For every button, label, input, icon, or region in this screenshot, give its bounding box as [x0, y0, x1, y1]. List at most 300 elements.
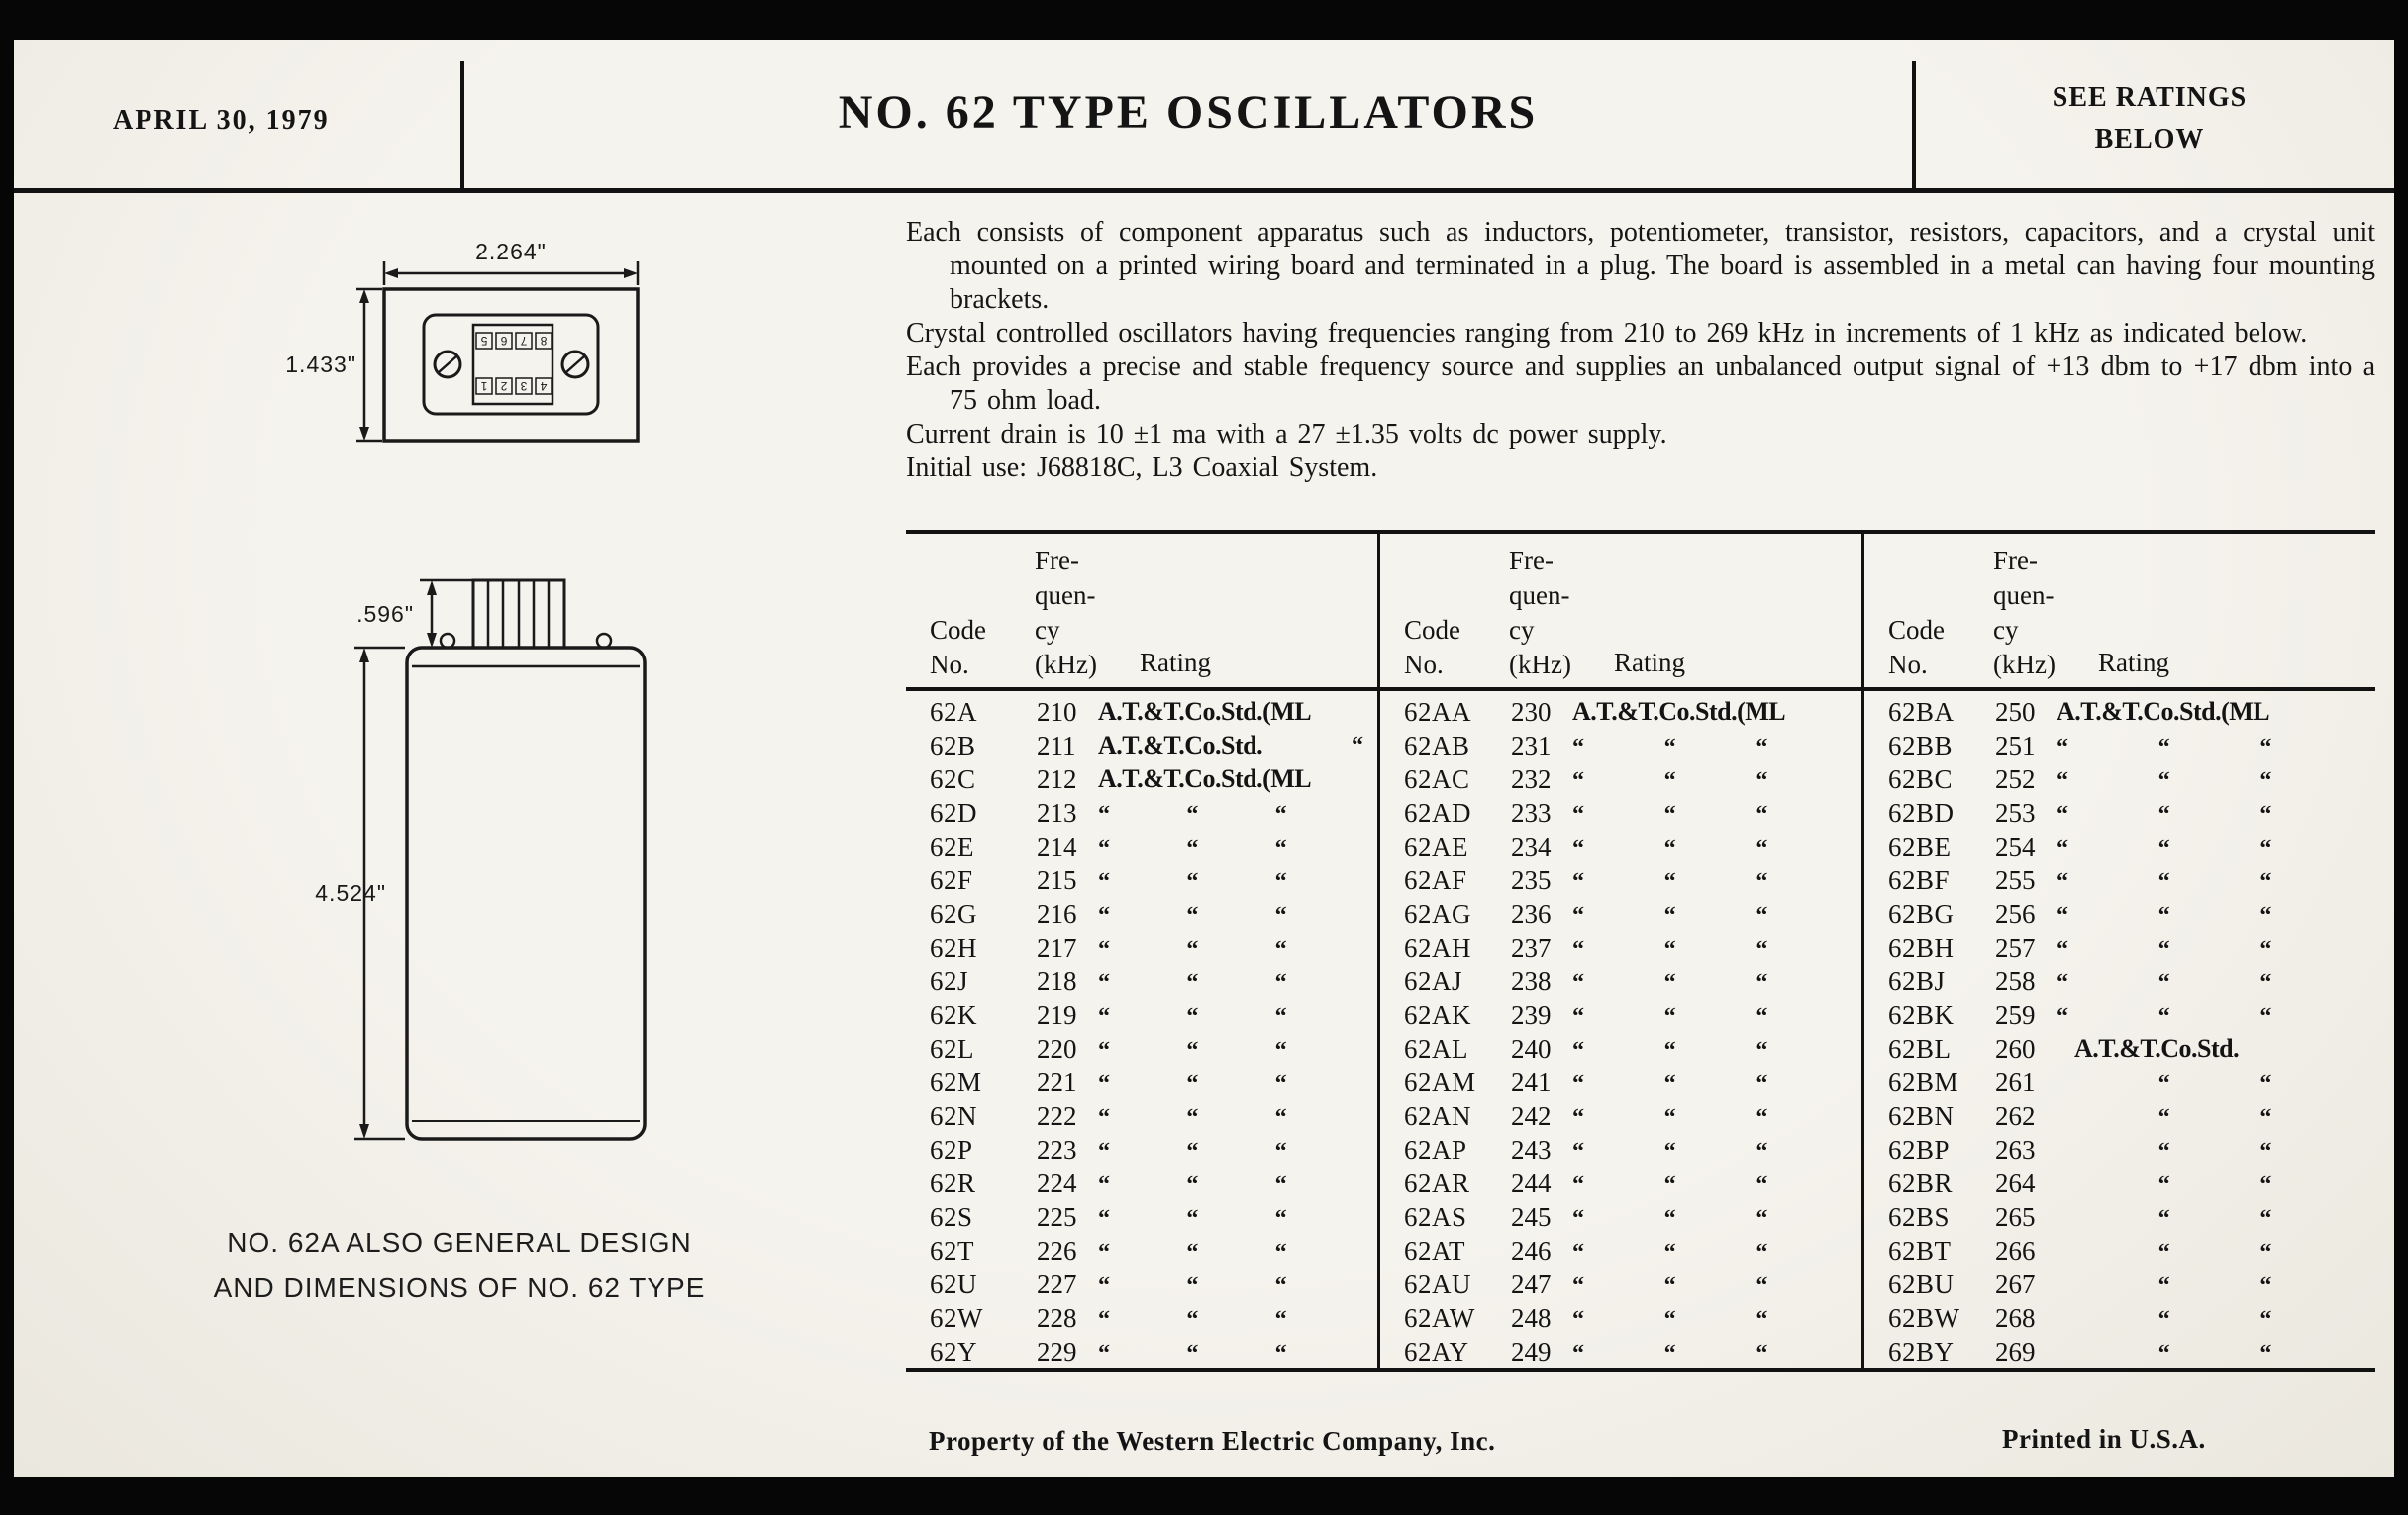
ditto-slot	[1572, 1133, 1664, 1166]
ditto-slot	[2057, 1065, 2158, 1099]
ditto-slot	[1098, 1166, 1186, 1200]
ditto-mark: “	[1663, 903, 1676, 929]
ditto-slot	[2057, 762, 2158, 796]
ditto-slot	[2259, 1234, 2361, 1267]
ditto-mark: “	[1274, 1071, 1287, 1097]
rating-cell	[2057, 897, 2361, 931]
freq-header	[1509, 544, 1571, 682]
ditto-mark: “	[1572, 1038, 1584, 1063]
ditto-mark: “	[1186, 1105, 1199, 1131]
code-cell: 62AR	[1404, 1168, 1470, 1198]
ditto-mark: “	[1572, 1307, 1584, 1333]
freq-cell: 211	[1037, 731, 1076, 760]
ditto-slot	[1664, 998, 1756, 1032]
ditto-mark: “	[1572, 1240, 1584, 1265]
ditto-mark: “	[1663, 1206, 1676, 1232]
ditto-slot	[1098, 1267, 1186, 1301]
property-notice: Property of the Western Electric Company, Inc.	[929, 1426, 1496, 1456]
ditto-mark: “	[2259, 802, 2272, 828]
ditto-slot	[1572, 1200, 1664, 1234]
code-header	[1888, 613, 1945, 682]
ditto-slot	[1186, 830, 1274, 863]
table-row	[906, 695, 1377, 729]
ditto-mark: “	[2057, 802, 2068, 828]
ditto-slot	[1275, 1234, 1363, 1267]
table-row	[1380, 1099, 1861, 1133]
rating-text: A.T.&T.Co.Std.(ML	[1098, 697, 1312, 726]
rating-header: Rating	[2098, 648, 2169, 677]
ditto-slot	[1098, 931, 1186, 964]
freq-cell: 268	[1995, 1303, 2036, 1333]
rating-cell	[1572, 1065, 1848, 1099]
code-header	[1404, 613, 1460, 682]
ditto-mark: “	[1186, 836, 1199, 861]
ditto-mark: “	[1186, 1206, 1199, 1232]
rating-cell	[1572, 1133, 1848, 1166]
table-row	[1864, 1335, 2375, 1368]
ditto-mark: “	[1274, 1172, 1287, 1198]
ditto-mark: “	[1663, 970, 1676, 996]
ditto-mark: “	[2157, 1105, 2170, 1131]
ditto-slot	[2057, 729, 2158, 762]
ditto-mark: “	[1663, 869, 1676, 895]
header-line: No.	[1404, 650, 1444, 679]
ditto-mark: “	[1098, 1240, 1110, 1265]
ditto-mark: “	[2259, 1240, 2272, 1265]
code-cell: 62D	[930, 798, 977, 828]
rating-cell	[1572, 1301, 1848, 1335]
rating-cell	[2057, 964, 2361, 998]
ditto-mark: “	[2157, 937, 2170, 962]
code-cell: 62BH	[1888, 933, 1955, 962]
rating-cell	[1572, 762, 1848, 796]
rating-cell	[1098, 1267, 1363, 1301]
ditto-mark: “	[2057, 836, 2068, 861]
rating-cell	[1098, 1065, 1363, 1099]
rating-cell	[1098, 863, 1363, 897]
ditto-slot	[1275, 1133, 1363, 1166]
freq-cell: 234	[1511, 832, 1552, 861]
ditto-mark: “	[1186, 1071, 1199, 1097]
header-rule	[14, 188, 2394, 193]
rating-cell	[1572, 1335, 1848, 1368]
ditto-slot	[1275, 796, 1363, 830]
table-row	[1380, 1032, 1861, 1065]
code-cell: 62AB	[1404, 731, 1470, 760]
freq-cell: 212	[1037, 764, 1077, 794]
ratings-note	[1918, 77, 2381, 160]
ditto-mark: “	[1098, 1341, 1110, 1366]
ditto-slot	[1664, 1099, 1756, 1133]
ditto-slot	[1098, 1065, 1186, 1099]
freq-cell: 249	[1511, 1337, 1552, 1366]
ditto-slot	[1664, 1301, 1756, 1335]
ditto-slot	[1756, 931, 1848, 964]
ditto-mark: “	[1663, 1341, 1676, 1366]
ditto-mark: “	[1663, 1105, 1676, 1131]
ditto-slot	[1275, 1032, 1363, 1065]
ditto-mark: “	[2057, 937, 2068, 962]
ditto-slot	[1275, 1065, 1363, 1099]
ditto-slot	[1664, 796, 1756, 830]
ditto-slot	[2057, 1166, 2158, 1200]
ditto-mark: “	[1098, 1105, 1110, 1131]
code-cell: 62AA	[1404, 697, 1471, 727]
table-row	[906, 1133, 1377, 1166]
freq-cell: 248	[1511, 1303, 1552, 1333]
code-cell: 62AM	[1404, 1067, 1476, 1097]
ditto-mark: “	[1663, 802, 1676, 828]
table-row	[1380, 1267, 1861, 1301]
ditto-mark: “	[1098, 802, 1110, 828]
header-line: Fre-	[1035, 546, 1079, 575]
code-cell: 62BA	[1888, 697, 1955, 727]
header-line: (kHz)	[1993, 650, 2056, 679]
code-cell: 62AS	[1404, 1202, 1467, 1232]
ditto-mark: “	[2157, 869, 2170, 895]
ditto-mark: “	[1274, 1004, 1287, 1030]
rating-cell	[2057, 1301, 2361, 1335]
ditto-mark: “	[2259, 1071, 2272, 1097]
freq-cell: 240	[1511, 1034, 1552, 1063]
ditto-slot	[2158, 796, 2260, 830]
ditto-slot	[2259, 1267, 2361, 1301]
header-line: cy	[1035, 615, 1060, 645]
rating-cell	[1572, 1166, 1848, 1200]
ditto-slot	[1664, 1267, 1756, 1301]
ditto-mark: “	[2057, 869, 2068, 895]
ditto-slot	[1664, 964, 1756, 998]
table-row	[1380, 998, 1861, 1032]
code-cell: 62B	[930, 731, 976, 760]
code-cell: 62G	[930, 899, 977, 929]
table-row	[1380, 1234, 1861, 1267]
ditto-mark: “	[1572, 768, 1584, 794]
header-line: quen-	[1035, 580, 1096, 610]
code-cell: 62BR	[1888, 1168, 1954, 1198]
rating-cell	[2057, 1200, 2361, 1234]
code-cell: 62BN	[1888, 1101, 1955, 1131]
ditto-slot	[1098, 897, 1186, 931]
ditto-slot	[2259, 1301, 2361, 1335]
rating-cell	[1572, 830, 1848, 863]
ditto-slot	[2158, 1267, 2260, 1301]
pin-number: 2	[500, 379, 508, 393]
code-cell: 62AG	[1404, 899, 1471, 929]
ditto-mark: “	[2157, 1307, 2170, 1333]
freq-cell: 210	[1037, 697, 1077, 727]
ditto-slot	[1186, 1099, 1274, 1133]
ditto-mark: “	[1756, 1273, 1768, 1299]
table-row	[906, 1234, 1377, 1267]
rating-cell	[1098, 897, 1363, 931]
ditto-mark: “	[1756, 1004, 1768, 1030]
ditto-slot	[2259, 796, 2361, 830]
code-cell: 62AP	[1404, 1135, 1467, 1164]
freq-cell: 213	[1037, 798, 1077, 828]
ditto-mark: “	[1663, 1273, 1676, 1299]
ditto-slot	[1756, 1301, 1848, 1335]
rating-cell	[1572, 863, 1848, 897]
header-line: cy	[1993, 615, 2019, 645]
code-cell: 62AK	[1404, 1000, 1471, 1030]
table-row	[906, 1099, 1377, 1133]
header-line: Code	[1888, 615, 1945, 645]
ditto-slot	[2158, 729, 2260, 762]
ditto-slot	[2158, 1099, 2260, 1133]
ditto-slot	[1664, 931, 1756, 964]
ditto-slot	[2158, 1166, 2260, 1200]
header-divider	[460, 61, 464, 190]
ditto-slot	[2057, 1267, 2158, 1301]
ditto-mark: “	[1186, 937, 1199, 962]
rating-cell	[2057, 1099, 2361, 1133]
ditto-mark: “	[2157, 802, 2170, 828]
ditto-mark: “	[1663, 836, 1676, 861]
rating-cell	[1098, 729, 1363, 762]
ditto-mark: “	[1274, 1307, 1287, 1333]
ditto-mark: “	[1274, 1341, 1287, 1366]
rating-text: A.T.&T.Co.Std.(ML	[2057, 697, 2270, 726]
ditto-mark: “	[1098, 970, 1110, 996]
freq-cell: 220	[1037, 1034, 1077, 1063]
ditto-slot	[1572, 830, 1664, 863]
ditto-mark: “	[1274, 869, 1287, 895]
ditto-mark: “	[1098, 836, 1110, 861]
code-cell: 62M	[930, 1067, 982, 1097]
ditto-slot	[1572, 1301, 1664, 1335]
header-line: cy	[1509, 615, 1535, 645]
rating-cell	[2057, 1166, 2361, 1200]
rating-text: A.T.&T.Co.Std.	[1098, 731, 1263, 759]
rating-cell	[1572, 796, 1848, 830]
ditto-slot	[2158, 1301, 2260, 1335]
freq-cell: 261	[1995, 1067, 2036, 1097]
ditto-mark: “	[1663, 1172, 1676, 1198]
code-cell: 62C	[930, 764, 976, 794]
oscillator-can	[407, 648, 645, 1139]
ditto-slot	[2158, 1335, 2260, 1368]
ditto-slot	[1098, 796, 1186, 830]
ditto-slot	[1098, 830, 1186, 863]
ditto-slot	[1756, 1133, 1848, 1166]
ditto-mark: “	[1186, 1172, 1199, 1198]
freq-cell: 229	[1037, 1337, 1077, 1366]
ditto-mark: “	[1756, 1038, 1768, 1063]
table-row	[1864, 863, 2375, 897]
freq-cell: 237	[1511, 933, 1552, 962]
ditto-mark: “	[2259, 970, 2272, 996]
rating-cell	[2057, 830, 2361, 863]
rating-cell	[1572, 931, 1848, 964]
freq-cell: 231	[1511, 731, 1552, 760]
table-row	[1864, 695, 2375, 729]
ditto-slot	[1186, 796, 1274, 830]
ditto-mark: “	[1572, 1341, 1584, 1366]
ditto-mark: “	[1572, 1105, 1584, 1131]
description-paragraph: Each provides a precise and stable frequency source and supplies an unbalanced output signal of +13 dbm to +17 dbm into a 75 ohm load.	[906, 352, 2375, 416]
table-row	[906, 897, 1377, 931]
rating-header: Rating	[1614, 648, 1685, 677]
ditto-slot	[1664, 1335, 1756, 1368]
rating-cell	[1098, 1099, 1363, 1133]
freq-cell: 226	[1037, 1236, 1077, 1265]
code-cell: 62AU	[1404, 1269, 1471, 1299]
table-row	[1864, 1133, 2375, 1166]
pin-number: 1	[480, 379, 488, 393]
code-cell: 62BM	[1888, 1067, 1959, 1097]
printed-in-usa: Printed in U.S.A.	[2002, 1424, 2206, 1454]
freq-cell: 245	[1511, 1202, 1552, 1232]
table-row	[1380, 1065, 1861, 1099]
table-row	[1864, 1200, 2375, 1234]
rating-cell	[1098, 796, 1363, 830]
ditto-mark: “	[2259, 768, 2272, 794]
rating-text: A.T.&T.Co.Std.(ML	[1572, 697, 1786, 726]
freq-cell: 250	[1995, 697, 2036, 727]
table-header	[1380, 534, 1861, 687]
rating-cell	[1098, 1133, 1363, 1166]
ditto-slot	[1756, 762, 1848, 796]
freq-cell: 232	[1511, 764, 1552, 794]
description-paragraph: Initial use: J68818C, L3 Coaxial System.	[906, 453, 1378, 483]
ditto-mark: “	[1756, 903, 1768, 929]
figure-caption-line: AND DIMENSIONS OF NO. 62 TYPE	[213, 1272, 706, 1303]
code-cell: 62A	[930, 697, 977, 727]
can-nub	[441, 634, 454, 648]
ditto-mark: “	[1098, 869, 1110, 895]
table-row	[906, 762, 1377, 796]
freq-header	[1993, 544, 2056, 682]
code-cell: 62AH	[1404, 933, 1471, 962]
freq-cell: 214	[1037, 832, 1077, 861]
ratings-note-line: BELOW	[2094, 124, 2205, 154]
ditto-slot	[1275, 897, 1363, 931]
ratings-note-line: SEE RATINGS	[2052, 82, 2248, 113]
rating-cell	[2057, 695, 2361, 729]
code-cell: 62BJ	[1888, 966, 1946, 996]
ditto-mark: “	[1274, 802, 1287, 828]
ditto-slot	[1756, 998, 1848, 1032]
ditto-slot	[2259, 1133, 2361, 1166]
ditto-mark: “	[1274, 1139, 1287, 1164]
ditto-slot	[2158, 1234, 2260, 1267]
code-cell: 62S	[930, 1202, 973, 1232]
table-row	[1864, 897, 2375, 931]
ditto-slot	[2057, 1234, 2158, 1267]
ditto-slot	[1756, 1065, 1848, 1099]
rating-cell	[1572, 998, 1848, 1032]
ditto-slot	[2158, 1133, 2260, 1166]
ditto-mark: “	[1186, 970, 1199, 996]
can-nub	[597, 634, 611, 648]
ditto-slot	[2158, 1065, 2260, 1099]
ditto-slot	[1664, 897, 1756, 931]
ditto-mark: “	[1756, 836, 1768, 861]
table-group-body-3	[1864, 695, 2375, 1368]
ditto-slot	[2057, 796, 2158, 830]
ditto-mark: “	[1274, 1206, 1287, 1232]
ditto-mark: “	[2259, 937, 2272, 962]
freq-header	[1035, 544, 1097, 682]
table-row	[906, 863, 1377, 897]
header-line: Code	[1404, 615, 1460, 645]
header-line: Code	[930, 615, 986, 645]
ditto-slot	[1186, 998, 1274, 1032]
ditto-mark: “	[2057, 1004, 2068, 1030]
code-cell: 62AF	[1404, 865, 1467, 895]
ditto-mark: “	[1098, 1071, 1110, 1097]
ditto-slot	[1756, 796, 1848, 830]
ditto-mark: “	[1572, 1206, 1584, 1232]
ditto-mark: “	[1756, 768, 1768, 794]
ditto-slot	[1186, 1065, 1274, 1099]
ditto-mark: “	[1186, 869, 1199, 895]
table-row	[906, 830, 1377, 863]
rating-cell	[1098, 762, 1363, 796]
ditto-slot	[1664, 1133, 1756, 1166]
header-line: quen-	[1509, 580, 1570, 610]
rating-text: A.T.&T.Co.Std.(ML	[1098, 764, 1312, 793]
freq-cell: 227	[1037, 1269, 1077, 1299]
ditto-mark: “	[1756, 1139, 1768, 1164]
ditto-slot	[1756, 964, 1848, 998]
ditto-slot	[2259, 1099, 2361, 1133]
ditto-slot	[1572, 1099, 1664, 1133]
ditto-mark: “	[1186, 903, 1199, 929]
ditto-slot	[2057, 1099, 2158, 1133]
table-row	[1864, 729, 2375, 762]
table-row	[906, 931, 1377, 964]
freq-cell: 251	[1995, 731, 2036, 760]
ditto-slot	[2158, 830, 2260, 863]
ditto-slot	[1275, 863, 1363, 897]
code-cell: 62BS	[1888, 1202, 1951, 1232]
ditto-slot	[1098, 1301, 1186, 1335]
freq-cell: 216	[1037, 899, 1077, 929]
ditto-slot	[1186, 1200, 1274, 1234]
ditto-slot	[2259, 1166, 2361, 1200]
code-cell: 62R	[930, 1168, 976, 1198]
code-cell: 62K	[930, 1000, 977, 1030]
ditto-mark: “	[1756, 1172, 1768, 1198]
ditto-mark: “	[1186, 1307, 1199, 1333]
freq-cell: 243	[1511, 1135, 1552, 1164]
rating-cell	[2057, 863, 2361, 897]
ditto-mark: “	[2157, 1071, 2170, 1097]
code-cell: 62AN	[1404, 1101, 1471, 1131]
rating-cell	[2057, 1234, 2361, 1267]
ditto-slot	[1186, 863, 1274, 897]
freq-cell: 223	[1037, 1135, 1077, 1164]
ditto-mark: “	[2259, 1273, 2272, 1299]
ditto-slot	[1186, 1335, 1274, 1368]
height-dimension-label: 1.433"	[285, 352, 356, 377]
freq-cell: 221	[1037, 1067, 1077, 1097]
pin-number: 3	[520, 379, 528, 393]
rating-cell	[1098, 830, 1363, 863]
freq-cell: 257	[1995, 933, 2036, 962]
code-cell: 62AL	[1404, 1034, 1468, 1063]
ditto-mark: “	[1663, 735, 1676, 760]
body-dimension-label: 4.524"	[315, 880, 386, 906]
ditto-mark: “	[1098, 1206, 1110, 1232]
width-dimension-label: 2.264"	[475, 239, 547, 264]
freq-cell: 259	[1995, 1000, 2036, 1030]
ditto-slot	[2057, 1200, 2158, 1234]
freq-cell: 235	[1511, 865, 1552, 895]
ditto-mark: “	[1663, 1004, 1676, 1030]
